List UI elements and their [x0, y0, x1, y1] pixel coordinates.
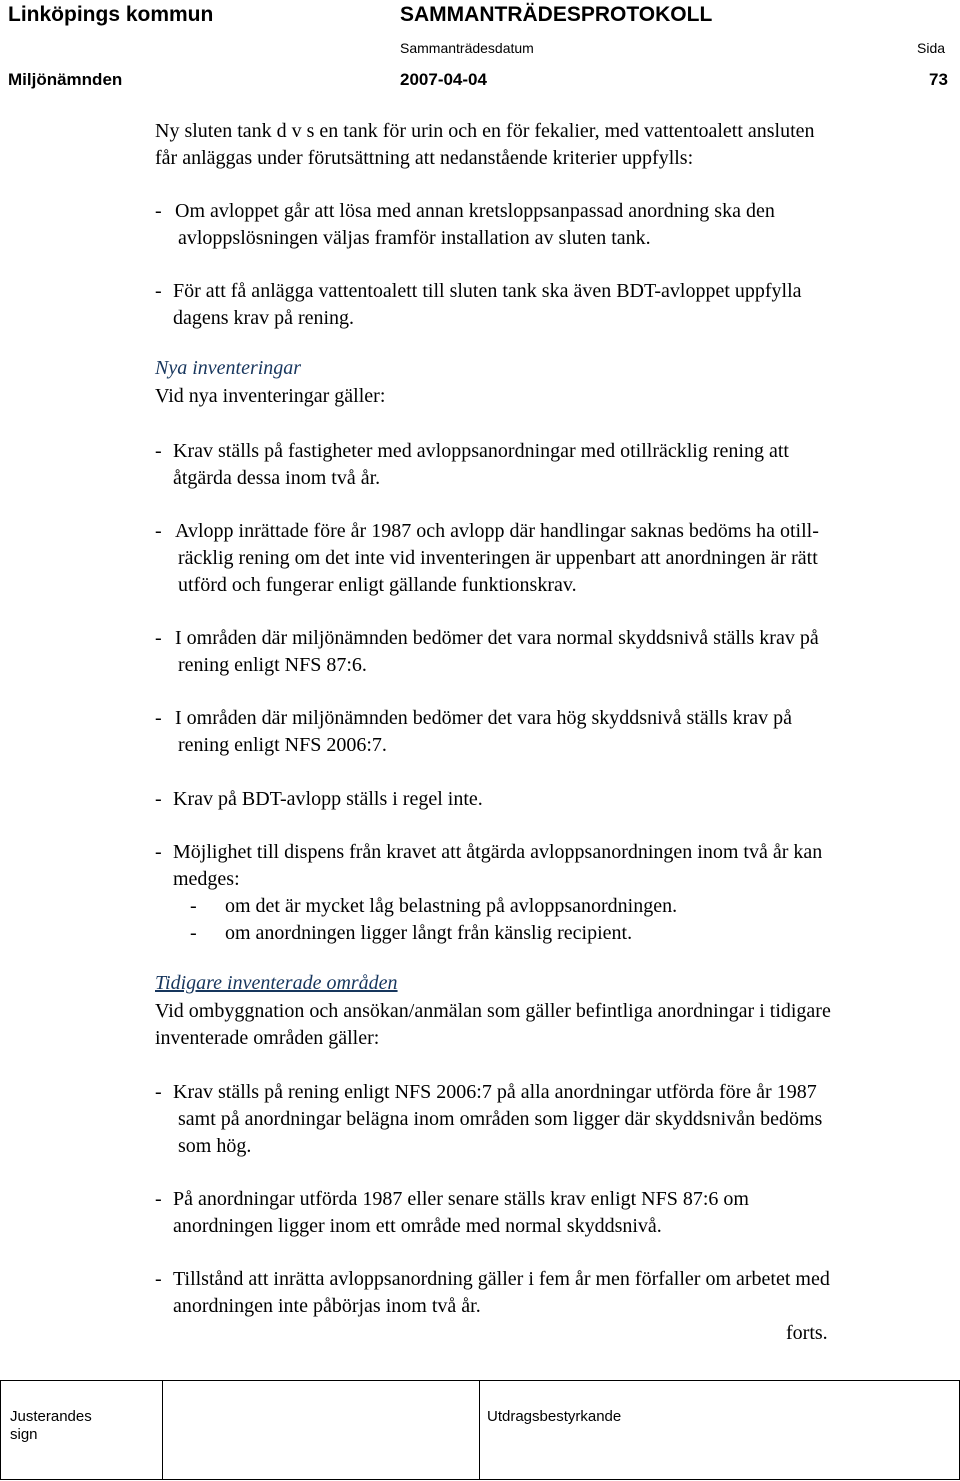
text-line: I områden där miljönämnden bedömer det vara hög skyddsnivå ställs krav på [175, 707, 793, 729]
list-dash: - [155, 280, 162, 302]
text-line: För att få anlägga vattentoalett till sluten tank ska även BDT-avloppet uppfylla [173, 280, 802, 302]
text-line: Vid ombyggnation och ansökan/anmälan som gäller befintliga anordningar i tidigare [155, 1000, 831, 1022]
text-line: inventerade områden gäller: [155, 1027, 380, 1049]
text-line: På anordningar utförda 1987 eller senare ställs krav enligt NFS 87:6 om [173, 1188, 749, 1210]
empty-sign-box [162, 1380, 480, 1480]
utdragsbestyrkande-box [479, 1380, 960, 1480]
text-line: anordningen inte påbörjas inom två år. [173, 1295, 481, 1317]
list-dash: - [155, 841, 162, 863]
text-line: som hög. [178, 1135, 252, 1157]
intro-paragraph [155, 118, 945, 172]
text-line: åtgärda dessa inom två år. [173, 467, 381, 489]
text-line: Tillstånd att inrätta avloppsanordning gäller i fem år men förfaller om arbetet med [173, 1268, 830, 1290]
page-label: Sida [917, 40, 946, 56]
text-line: räcklig rening om det inte vid inventeringen är uppenbart att anordningen är rätt [178, 547, 818, 569]
section-intro [155, 998, 945, 1052]
continued-note: forts. [786, 1322, 828, 1344]
text-line: Avlopp inrättade före år 1987 och avlopp där handlingar saknas bedöms ha otill- [175, 520, 819, 542]
text-line: om anordningen ligger långt från känslig recipient. [225, 922, 633, 944]
list-dash: - [190, 922, 197, 944]
list-dash: - [155, 707, 162, 729]
section-intro: Vid nya inventeringar gäller: [155, 385, 386, 407]
text-line: rening enligt NFS 2006:7. [178, 734, 387, 756]
text-line: dagens krav på rening. [173, 307, 355, 329]
text-line: Möjlighet till dispens från kravet att åtgärda avloppsanordningen inom två år kan [173, 841, 823, 863]
text-line: avloppslösningen väljas framför installation av sluten tank. [178, 227, 651, 249]
list-dash: - [155, 1188, 162, 1210]
text-line: Krav ställs på fastigheter med avloppsanordningar med otillräcklig rening att [173, 440, 789, 462]
committee-name: Miljönämnden [8, 70, 123, 89]
text-line: anordningen ligger inom ett område med normal skyddsnivå. [173, 1215, 662, 1237]
municipality-name: Linköpings kommun [8, 3, 214, 26]
text-line: får anläggas under förutsättning att nedanstående kriterier uppfylls: [155, 147, 694, 169]
justerandes-label: Justerandes [10, 1408, 92, 1425]
text-line: utförd och fungerar enligt gällande funktionskrav. [178, 574, 577, 596]
text-line: medges: [173, 868, 240, 890]
list-dash: - [155, 520, 162, 542]
text-line: rening enligt NFS 87:6. [178, 654, 367, 676]
section-heading: Nya inventeringar [155, 357, 302, 379]
list-dash: - [155, 200, 162, 222]
page-number: 73 [929, 70, 948, 89]
text-line: Krav ställs på rening enligt NFS 2006:7 på alla anordningar utförda före år 1987 [173, 1081, 817, 1103]
list-dash: - [155, 788, 162, 810]
text-line: Om avloppet går att lösa med annan kretsloppsanpassad anordning ska den [175, 200, 775, 222]
signature-footer [0, 1380, 960, 1481]
utdragsbestyrkande-label: Utdragsbestyrkande [487, 1408, 622, 1425]
section-heading: Tidigare inventerade områden [155, 972, 398, 994]
text-line: om det är mycket låg belastning på avloppsanordningen. [225, 895, 678, 917]
text-line: I områden där miljönämnden bedömer det vara normal skyddsnivå ställs krav på [175, 627, 819, 649]
text-line: Krav på BDT-avlopp ställs i regel inte. [173, 788, 483, 810]
list-dash: - [155, 1268, 162, 1290]
list-dash: - [190, 895, 197, 917]
sign-label: sign [10, 1426, 38, 1443]
document-title: SAMMANTRÄDESPROTOKOLL [400, 3, 713, 26]
meeting-date: 2007-04-04 [400, 70, 487, 89]
list-dash: - [155, 1081, 162, 1103]
text-line: Ny sluten tank d v s en tank för urin och en för fekalier, med vattentoalett ansluten [155, 120, 815, 142]
meeting-date-label: Sammanträdesdatum [400, 40, 534, 56]
text-line: samt på anordningar belägna inom områden som ligger där skyddsnivån bedöms [178, 1108, 823, 1130]
list-dash: - [155, 627, 162, 649]
list-dash: - [155, 440, 162, 462]
